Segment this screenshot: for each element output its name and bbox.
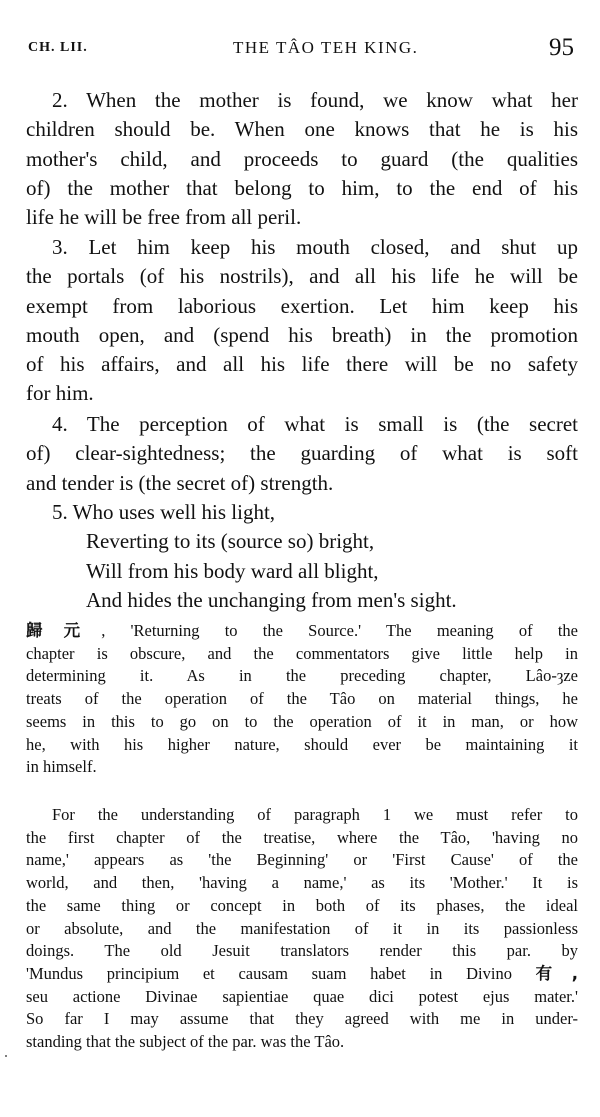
text-line: mother's child, and proceeds to guard (the qualities <box>26 146 578 171</box>
note-line: treats of the operation of the Tâo on material things, he <box>26 689 578 709</box>
latin-quote-line <box>26 963 578 986</box>
text-line: the portals (of his nostrils), and all his life he will be <box>26 264 578 289</box>
note-line: world, and then, 'having a name,' as its 'Mother.' It is <box>26 873 578 893</box>
paragraph-4 <box>26 410 578 498</box>
chapter-number: CH. LII. <box>28 40 88 55</box>
text-line: for him. <box>26 381 94 406</box>
note-line: determining it. As in the preceding chapter, Lâo-ȝze <box>26 666 578 686</box>
text-line: life he will be free from all peril. <box>26 205 302 230</box>
note-line: the same thing or concept in both of its phases, the ideal <box>26 895 578 915</box>
text-line: 4. The perception of what is small is (the secret <box>52 412 578 436</box>
latin-quote-line: seu actione Divinae sapientiae quae dici potest ejus mater.' <box>26 986 578 1006</box>
running-title: THE TÂO TEH KING. <box>233 38 419 57</box>
running-header <box>28 34 574 70</box>
page-number: 95 <box>549 34 574 61</box>
note-line: he, with his higher nature, should ever be maintaining it <box>26 734 578 754</box>
note-line: in himself. <box>26 757 97 777</box>
note-line: or absolute, and the manifestation of it in its passionless <box>26 918 578 938</box>
verse-line: And hides the unchanging from men's sight. <box>86 587 457 612</box>
note-line: standing that the subject of the par. was the Tâo. <box>26 1032 345 1052</box>
note-line: chapter is obscure, and the commentators give little help in <box>26 643 578 663</box>
latin-quote-text: 'Mundus principium et causam suam habet in Divino <box>26 963 512 983</box>
verse-line: 5. Who uses well his light, <box>52 500 276 524</box>
scan-speck <box>5 1055 7 1057</box>
note-line: the first chapter of the treatise, where the Tâo, 'having no <box>26 827 578 847</box>
verse-line: Will from his body ward all blight, <box>86 558 379 583</box>
text-line: mouth open, and (spend his breath) in the promotion <box>26 322 578 347</box>
note-line: doings. The old Jesuit translators render this par. by <box>26 941 578 961</box>
note-line: So far I may assume that they agreed with me in under- <box>26 1009 578 1029</box>
text-line: 2. When the mother is found, we know what her <box>52 88 578 112</box>
text-line: exempt from laborious exertion. Let him keep his <box>26 293 578 318</box>
note-line <box>26 620 578 643</box>
note-line: seems in this to go on to the operation of it in man, or how <box>26 711 578 731</box>
commentary-note-2 <box>26 804 578 1054</box>
text-line: children should be. When one knows that he is his <box>26 117 578 142</box>
text-line: of) the mother that belong to him, to the end of his <box>26 175 578 200</box>
chinese-characters: 歸元 <box>26 621 102 640</box>
text-line: and tender is (the secret of) strength. <box>26 470 334 495</box>
note-line-text: , 'Returning to the Source.' The meaning of the <box>101 621 578 640</box>
commentary-note-1 <box>26 620 578 779</box>
note-line: name,' appears as 'the Beginning' or 'First Cause' of the <box>26 850 578 870</box>
paragraph-3 <box>26 233 578 409</box>
paragraph-2 <box>26 86 578 232</box>
text-line: of) clear-sightedness; the guarding of what is soft <box>26 441 578 466</box>
chinese-character: 有, <box>535 963 578 983</box>
text-line: of his affairs, and all his life there will be no safety <box>26 352 578 377</box>
note-line: For the understanding of paragraph 1 we must refer to <box>52 805 578 824</box>
verse-line: Reverting to its (source so) bright, <box>86 529 375 554</box>
text-line: 3. Let him keep his mouth closed, and shut up <box>52 235 578 259</box>
paragraph-5-verse <box>26 498 578 615</box>
